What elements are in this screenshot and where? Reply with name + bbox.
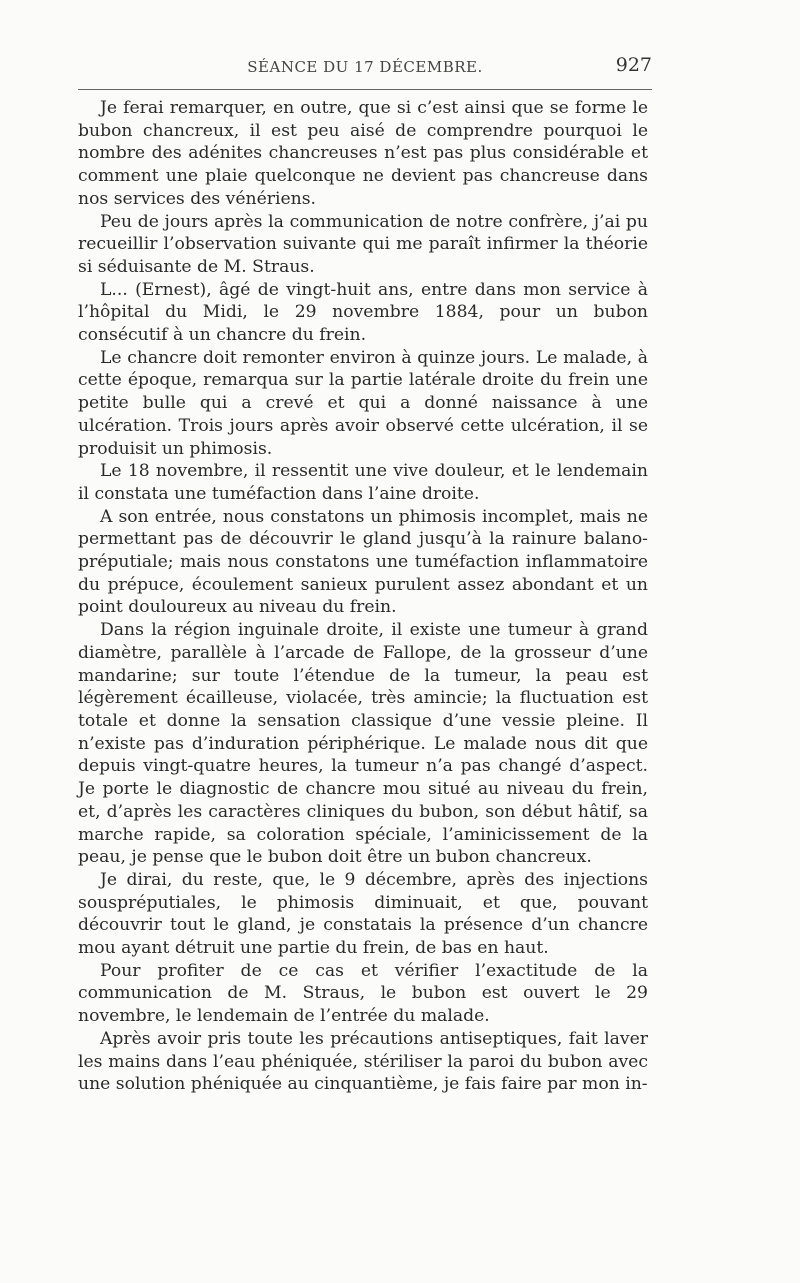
paragraph: Je dirai, du reste, que, le 9 décembre, après des injections souspréputiales, le phimosis diminuait, et que, pouvant découvrir tout le gland, je constatais la présence d’un chancre mou ayant détruit une partie du frein, de bas en haut. xyxy=(78,869,648,959)
paragraph: L... (Ernest), âgé de vingt-huit ans, entre dans mon service à l’hôpital du Midi, le 29 novembre 1884, pour un bubon consécutif à un chancre du frein. xyxy=(78,279,648,346)
paragraph: Peu de jours après la communication de notre confrère, j’ai pu recueillir l’observation suivante qui me paraît infirmer la théorie si séduisante de M. Straus. xyxy=(78,211,648,277)
page-number: 927 xyxy=(615,54,652,76)
body-text xyxy=(78,97,648,1096)
paragraph: Le 18 novembre, il ressentit une vive douleur, et le lendemain il constata une tuméfaction dans l’aine droite. xyxy=(78,461,648,504)
paragraph: Je ferai remarquer, en outre, que si c’est ainsi que se forme le bubon chancreux, il est peu aisé de comprendre pourquoi le nombre des adénites chancreuses n’est pas plus considérable et comment une plaie quelconque ne devient pas chancreuse dans nos services des vénériens. xyxy=(78,98,648,209)
running-head xyxy=(78,54,652,84)
paragraph: Le chancre doit remonter environ à quinze jours. Le malade, à cette époque, remarqua sur la partie latérale droite du frein une petite bulle qui a crevé et qui a donné naissance à une ulcération. Trois jours après avoir observé cette ulcération, il se produisit un phimosis. xyxy=(78,347,648,459)
header-rule xyxy=(78,89,652,90)
paragraph: Pour profiter de ce cas et vérifier l’exactitude de la communication de M. Straus, le bubon est ouvert le 29 novembre, le lendemain de l’entrée du malade. xyxy=(78,960,648,1027)
paragraph: Après avoir pris toute les précautions antiseptiques, fait laver les mains dans l’eau phéniquée, stériliser la paroi du bubon avec une solution phéniquée au cinquantième, je fais faire par mon in- xyxy=(78,1028,648,1095)
running-title: SÉANCE DU 17 DÉCEMBRE. xyxy=(247,58,483,76)
paragraph: A son entrée, nous constatons un phimosis incomplet, mais ne permettant pas de découvrir le gland jusqu’à la rainure balano-préputiale; mais nous constatons une tuméfaction inflammatoire du prépuce, écoulement sanieux purulent assez abondant et un point douloureux au niveau du frein. xyxy=(78,506,648,618)
paragraph: Dans la région inguinale droite, il existe une tumeur à grand diamètre, parallèle à l’arcade de Fallope, de la grosseur d’une mandarine; sur toute l’étendue de la tumeur, la peau est légèrement écailleuse, violacée, très amincie; la fluctuation est totale et donne la sensation classique d’une vessie pleine. Il n’existe pas d’induration périphérique. Le malade nous dit que depuis vingt-quatre heures, la tumeur n’a pas changé d’aspect. Je porte le diagnostic de chancre mou situé au niveau du frein, et, d’après les caractères cliniques du bubon, son début hâtif, sa marche rapide, sa coloration spéciale, l’aminicissement de la peau, je pense que le bubon doit être un bubon chancreux. xyxy=(78,620,648,868)
